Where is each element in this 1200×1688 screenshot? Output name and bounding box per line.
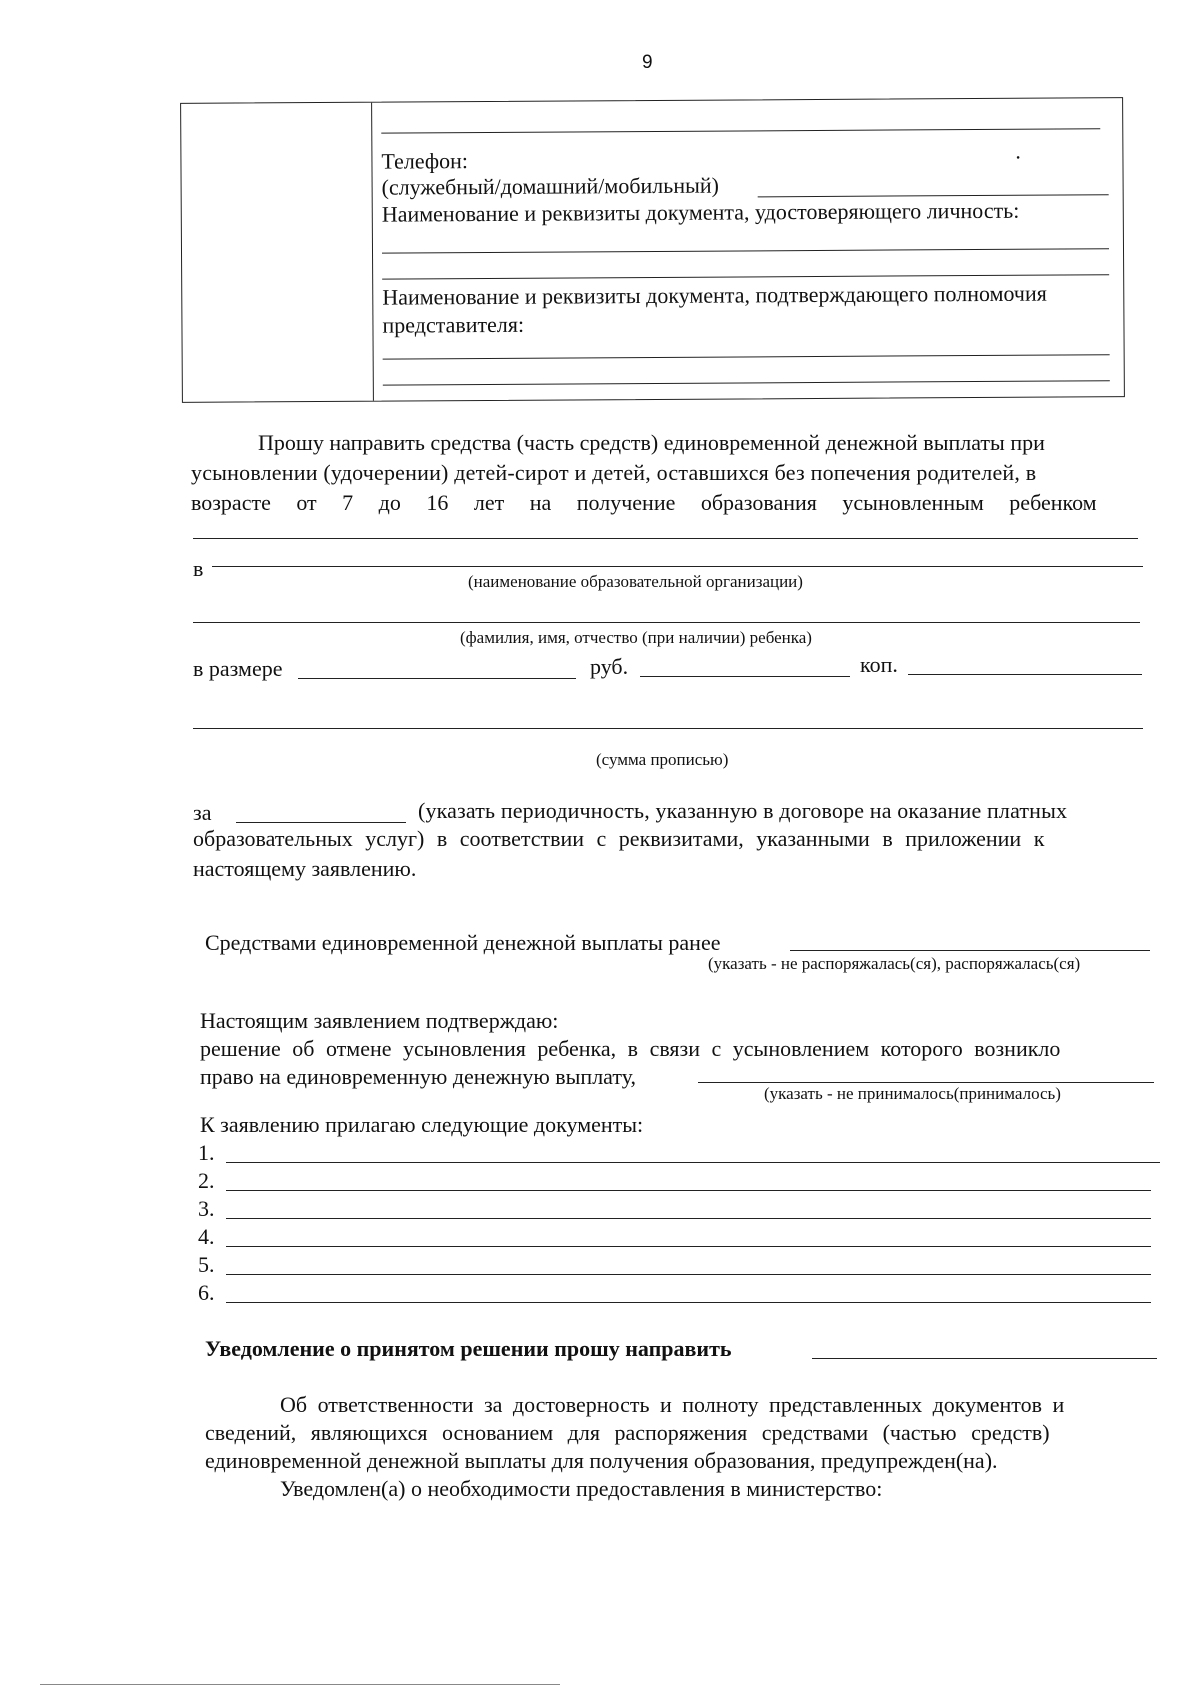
- page-number: 9: [642, 52, 653, 73]
- attachment-field[interactable]: [226, 1246, 1151, 1247]
- table-column-divider: [371, 103, 374, 401]
- prefix-v: в: [193, 556, 204, 581]
- amount-words-field[interactable]: [193, 728, 1143, 729]
- confirm-heading: Настоящим заявлением подтверждаю:: [200, 1008, 559, 1033]
- attachment-number: 1.: [198, 1140, 215, 1165]
- rep-doc-label-2: представителя:: [382, 311, 525, 338]
- amount-label: в размере: [193, 656, 283, 681]
- id-doc-label: Наименование и реквизиты документа, удостоверяющего личность:: [381, 197, 1020, 227]
- confirm-line-1: решение об отмене усыновления ребенка, в связи с усыновлением которого возникло: [200, 1036, 1061, 1061]
- blank-line[interactable]: [381, 128, 1100, 133]
- period-line-3: настоящему заявлению.: [193, 856, 417, 881]
- request-line-3: возрасте от 7 до 16 лет на получение образования усыновленным ребенком: [191, 490, 1097, 515]
- page-bottom-edge-line: [40, 1684, 560, 1685]
- rep-doc-field[interactable]: [383, 354, 1110, 359]
- amount-rub-field[interactable]: [298, 678, 576, 679]
- kop-label: коп.: [860, 652, 898, 677]
- request-continuation-line[interactable]: [193, 538, 1138, 539]
- attachment-number: 2.: [198, 1168, 215, 1193]
- applicant-info-table: [180, 97, 1125, 403]
- request-line-2: усыновлении (удочерении) детей-сирот и детей, оставшихся без попечения родителей, в: [191, 460, 1037, 485]
- attachment-number: 4.: [198, 1224, 215, 1249]
- phone-types-label: (служебный/домашний/мобильный): [381, 172, 720, 200]
- amount-words-caption: (сумма прописью): [596, 750, 729, 769]
- attachment-field[interactable]: [226, 1190, 1151, 1191]
- responsibility-line-3: единовременной денежной выплаты для получения образования, предупрежден(на).: [205, 1448, 998, 1473]
- responsibility-line-2: сведений, являющихся основанием для распоряжения средствами (частью средств): [205, 1420, 1050, 1445]
- prior-use-caption: (указать - не распоряжалась(ся), распоряжалась(ся): [708, 954, 1081, 973]
- confirm-line-2: право на единовременную денежную выплату,: [200, 1064, 636, 1089]
- attachment-field[interactable]: [226, 1162, 1160, 1163]
- notification-field[interactable]: [812, 1358, 1157, 1359]
- child-name-caption: (фамилия, имя, отчество (при наличии) ребенка): [460, 628, 812, 647]
- request-line-1: Прошу направить средства (часть средств) единовременной денежной выплаты при: [258, 430, 1045, 455]
- prior-use-field[interactable]: [790, 950, 1150, 951]
- period-field[interactable]: [236, 822, 406, 823]
- confirm-field[interactable]: [698, 1082, 1154, 1083]
- organization-caption: (наименование образовательной организации): [468, 572, 803, 591]
- attachments-heading: К заявлению прилагаю следующие документы:: [200, 1112, 644, 1137]
- notification-label: Уведомление о принятом решении прошу направить: [205, 1336, 732, 1361]
- responsibility-line-1: Об ответственности за достоверность и полноту представленных документов и: [280, 1392, 1065, 1417]
- id-doc-field[interactable]: [382, 248, 1109, 253]
- attachment-number: 3.: [198, 1196, 215, 1221]
- phone-label: Телефон:: [381, 148, 469, 174]
- confirm-caption: (указать - не принималось(принималось): [764, 1084, 1061, 1103]
- dot-mark: ·: [1014, 144, 1022, 170]
- attachment-field[interactable]: [226, 1274, 1151, 1275]
- organization-field[interactable]: [212, 566, 1143, 567]
- attachment-number: 6.: [198, 1280, 215, 1305]
- attachment-field[interactable]: [226, 1218, 1151, 1219]
- attachment-field[interactable]: [226, 1302, 1151, 1303]
- rep-doc-label: Наименование и реквизиты документа, подтверждающего полномочия: [382, 280, 1047, 310]
- amount-kop-field[interactable]: [640, 676, 850, 677]
- period-line-1: (указать периодичность, указанную в договоре на оказание платных: [418, 798, 1068, 823]
- period-prefix: за: [193, 800, 212, 825]
- amount-extra-field[interactable]: [908, 674, 1142, 675]
- id-doc-field-2[interactable]: [382, 274, 1109, 279]
- rep-doc-field-2[interactable]: [383, 380, 1110, 385]
- attachment-number: 5.: [198, 1252, 215, 1277]
- prior-use-label: Средствами единовременной денежной выплаты ранее: [205, 930, 721, 955]
- rub-label: руб.: [590, 654, 629, 679]
- period-line-2: образовательных услуг) в соответствии с реквизитами, указанными в приложении к: [193, 826, 1045, 851]
- child-name-field[interactable]: [193, 622, 1140, 623]
- notified-label: Уведомлен(а) о необходимости предоставления в министерство:: [280, 1476, 883, 1501]
